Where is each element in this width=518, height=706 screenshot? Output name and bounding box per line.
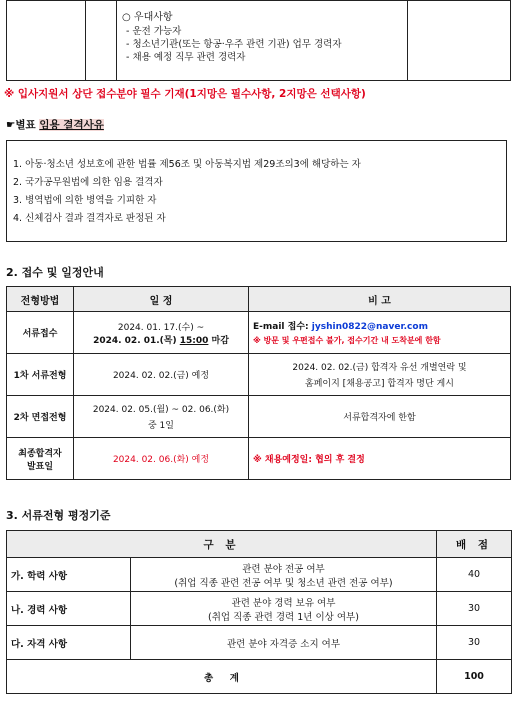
header-score: 배 점 bbox=[437, 531, 512, 558]
date-cell bbox=[74, 396, 249, 438]
application-notice: ※ 입사지원서 상단 접수분야 필수 기재(1지망은 필수사항, 2지망은 선택사항) bbox=[4, 88, 366, 100]
evaluation-row bbox=[7, 558, 512, 592]
category-cell: 나. 경력 사항 bbox=[7, 592, 131, 626]
schedule-row bbox=[7, 396, 511, 438]
schedule-row bbox=[7, 438, 511, 480]
header-schedule: 일 정 bbox=[74, 287, 249, 312]
note-cell: 서류합격자에 한함 bbox=[249, 396, 511, 438]
score-cell: 40 bbox=[437, 558, 512, 592]
date-cell: 2024. 02. 02.(금) 예정 bbox=[74, 354, 249, 396]
criteria-cell: 관련 분야 전공 여부 (취업 직종 관련 전공 여부 및 청소년 관련 전공 여부) bbox=[131, 558, 437, 592]
header-note: 비 고 bbox=[249, 287, 511, 312]
category-cell: 다. 자격 사항 bbox=[7, 626, 131, 660]
method-cell: 서류접수 bbox=[7, 312, 74, 354]
date-line: 2024. 02. 05.(월) ~ 02. 06.(화) bbox=[92, 405, 230, 415]
score-cell: 30 bbox=[437, 592, 512, 626]
email-address: jyshin0822@naver.com bbox=[311, 322, 428, 332]
note-cell bbox=[249, 312, 511, 354]
disqualification-item: 2. 국가공무원법에 의한 임용 결격자 bbox=[13, 177, 163, 188]
empty-cell bbox=[408, 1, 511, 81]
email-line: E-mail 접수: jyshin0822@naver.com bbox=[253, 322, 428, 332]
evaluation-table bbox=[6, 530, 512, 694]
note-cell bbox=[249, 354, 511, 396]
date-line: 2024. 01. 17.(수) ~ bbox=[117, 322, 205, 333]
criteria-cell: 관련 분야 자격증 소지 여부 bbox=[131, 626, 437, 660]
appendix-title: 임용 결격사유 bbox=[39, 119, 104, 131]
evaluation-row bbox=[7, 626, 512, 660]
disqualification-item: 3. 병역법에 의한 병역을 기피한 자 bbox=[13, 195, 157, 206]
method-cell: 1차 서류전형 bbox=[7, 354, 74, 396]
note-line: 2024. 02. 02.(금) 합격자 유선 개별연락 및 bbox=[292, 363, 467, 373]
category-cell: 가. 학력 사항 bbox=[7, 558, 131, 592]
schedule-row bbox=[7, 312, 511, 354]
date-line: 2024. 02. 01.(목) 15:00 마감 bbox=[93, 335, 229, 346]
empty-cell bbox=[7, 1, 86, 81]
appendix-prefix: ☛별표 bbox=[6, 119, 40, 131]
method-cell: 최종합격자 발표일 bbox=[7, 438, 74, 480]
disqualification-item: 1. 아동·청소년 성보호에 관한 법률 제56조 및 아동복지법 제29조의3에 해당하는 자 bbox=[13, 159, 361, 170]
total-row bbox=[7, 660, 512, 694]
preference-item: - 청소년기관(또는 항공·우주 관련 기관) 업무 경력자 bbox=[126, 39, 342, 50]
score-cell: 30 bbox=[437, 626, 512, 660]
method-cell: 2차 면접전형 bbox=[7, 396, 74, 438]
header-category: 구 분 bbox=[7, 531, 437, 558]
disqualification-item: 4. 신체검사 결과 결격자로 판정된 자 bbox=[13, 213, 166, 224]
schedule-row bbox=[7, 354, 511, 396]
evaluation-row bbox=[7, 592, 512, 626]
note-line: 홈페이지 [채용공고] 합격자 명단 게시 bbox=[305, 379, 454, 389]
evaluation-heading: 3. 서류전형 평정기준 bbox=[6, 509, 111, 522]
date-line: 중 1일 bbox=[148, 421, 174, 431]
note-warning: ※ 방문 및 우편접수 불가, 접수기간 내 도착분에 한함 bbox=[253, 336, 441, 345]
date-cell: 2024. 02. 06.(화) 예정 bbox=[74, 438, 249, 480]
total-label: 총 계 bbox=[7, 660, 437, 694]
note-cell: ※ 채용예정일: 협의 후 결정 bbox=[249, 438, 511, 480]
schedule-table bbox=[6, 286, 511, 480]
preference-title: ○ 우대사항 bbox=[122, 12, 173, 23]
preference-item: - 채용 예정 직무 관련 경력자 bbox=[126, 52, 246, 63]
preference-item: - 운전 가능자 bbox=[126, 26, 182, 37]
total-score: 100 bbox=[437, 660, 512, 694]
appendix-heading bbox=[6, 117, 104, 132]
empty-cell bbox=[86, 1, 117, 81]
qualification-table-fragment bbox=[6, 0, 511, 81]
schedule-heading: 2. 접수 및 일정안내 bbox=[6, 266, 104, 279]
date-cell bbox=[74, 312, 249, 354]
criteria-cell: 관련 분야 경력 보유 여부 (취업 직종 관련 경력 1년 이상 여부) bbox=[131, 592, 437, 626]
disqualification-box bbox=[6, 140, 507, 242]
preference-cell bbox=[117, 1, 408, 81]
header-method: 전형방법 bbox=[7, 287, 74, 312]
